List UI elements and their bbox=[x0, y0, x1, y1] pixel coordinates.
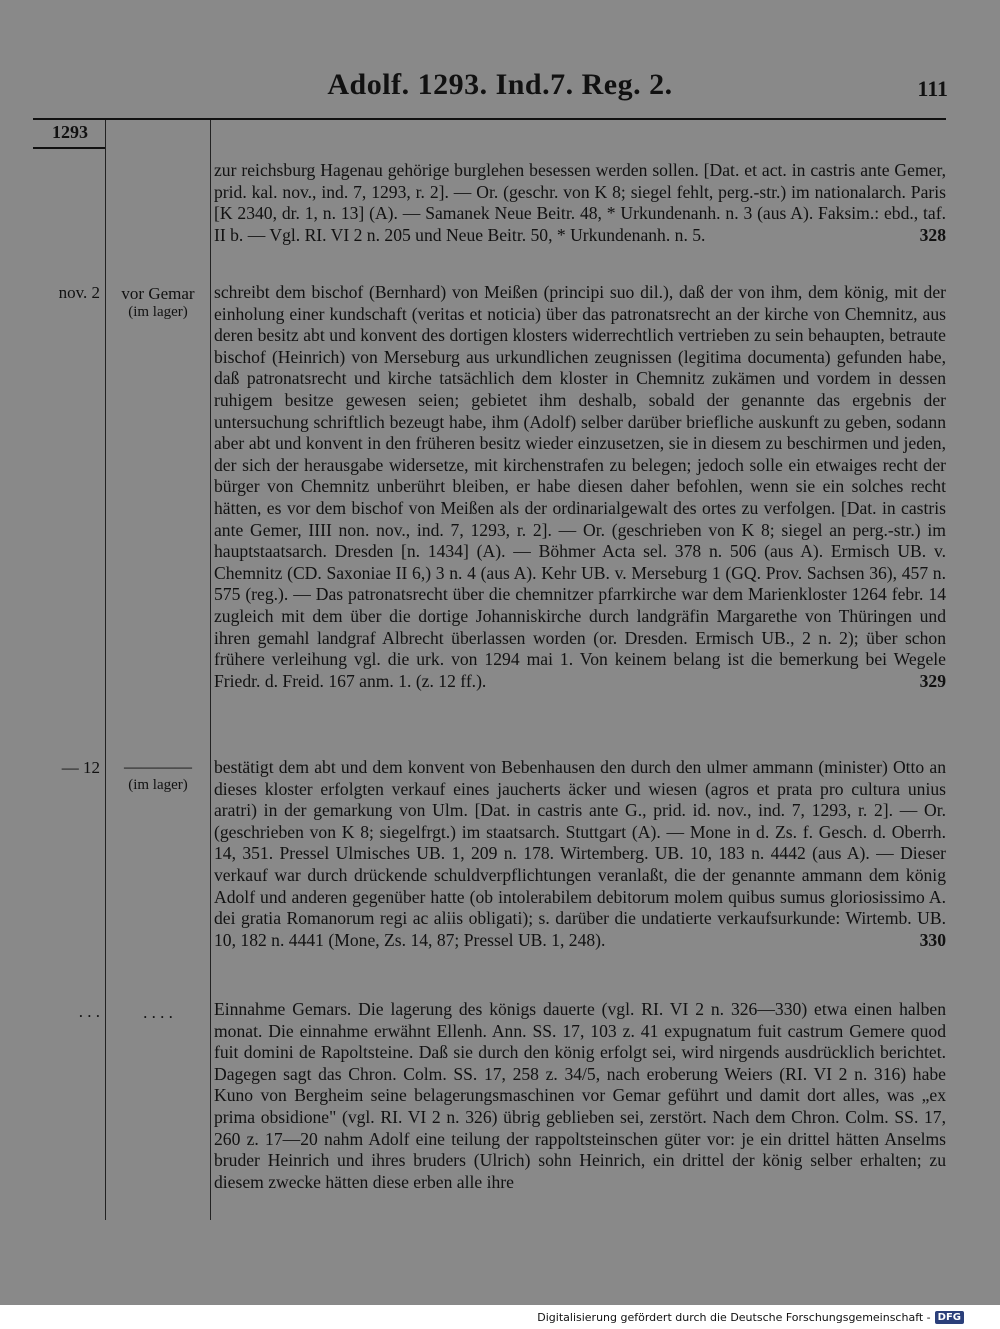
entry-date: . . . bbox=[78, 1002, 100, 1021]
entry-place bbox=[108, 285, 208, 322]
page-number: 111 bbox=[917, 76, 948, 101]
entry-place bbox=[108, 758, 208, 795]
footer-credit bbox=[537, 1311, 964, 1324]
entry-date: — 12 bbox=[61, 758, 100, 777]
column-divider-place bbox=[210, 120, 211, 1220]
dfg-logo: DFG bbox=[935, 1311, 964, 1324]
entry-text: schreibt dem bischof (Bernhard) von Meißen (principi suo dil.), daß der von ihm, dem könig, mit der einholung einer kundschaft (veritas et noticia) über das patronatsrecht an der kirche von Chemnitz, aus deren besitz abt und konvent des dortigen klosters widerrechtlich vertrieben zu sein behaupten, betraute bischof (Heinrich) von Merseburg aus urkundlichen zeugnissen (legitima documenta) gefunden habe, daß patronatsrecht und kirche tatsächlich dem kloster in Chemnitz zukämen und vordem in dessen ruhigem besitze gewesen seien; gebietet ihm deshalb, sobald der genannte das ergebnis der untersuchung schriftlich bezeugt habe, ihm (Adolf) selber darüber briefliche auskunft zu geben, sodann aber abt und konvent in den früheren besitz wieder einzusetzen, sie in diesem zu beschirmen und jeden, der sich der herausgabe widersetze, mit kirchenstrafen zu belegen; jedoch solle ein etwaiges recht der bürger von Chemnitz unberührt bleiben, er habe diesen daher befohlen, wenn sie ein solches recht hätten, es vor dem bischof von Meißen als der ordinarialgewalt des ortes zu verfolgen. [Dat. in castris ante Gemer, IIII non. nov., ind. 7, 1293, r. 2]. — Or. (geschrieben von K 8; siegel an perg.-str.) im hauptstaatsarch. Dresden [n. 1434] (A). — Böhmer Acta sel. 378 n. 506 (aus A). Ermisch UB. v. Chemnitz (CD. Saxoniae II 6,) 3 n. 4 (aus A). Kehr UB. v. Merseburg 1 (GQ. Prov. Sachsen 36), 457 n. 575 (reg.). — Das patronatsrecht über die chemnitzer pfarrkirche war dem Marienkloster 1264 febr. 14 zugleich mit dem über die dortige Johanniskirche durch landgräfin Margarethe von Thüringen und ihren gemahl landgraf Albrecht überlassen worden (or. Dresden. Ermisch UB., 2 n. 2); über schon frühere verleihung vgl. die urk. von 1294 mai 1. Von keinem belang ist die bemerkung bei Wegele Friedr. d. Freid. 167 anm. 1. (z. 12 ff.). bbox=[214, 282, 946, 691]
entry-number: 330 bbox=[919, 929, 946, 950]
place-dash: ———— bbox=[124, 757, 192, 776]
footer-text: Digitalisierung gefördert durch die Deutsche Forschungsgemeinschaft - bbox=[537, 1311, 931, 1324]
entry-329 bbox=[214, 282, 946, 692]
entry-number: 329 bbox=[919, 670, 946, 691]
entry-place bbox=[108, 1004, 208, 1021]
entry-date: nov. 2 bbox=[58, 283, 100, 302]
column-divider-date bbox=[105, 120, 106, 1220]
entry-328 bbox=[214, 160, 946, 246]
year-rule bbox=[33, 147, 105, 149]
entry-number: 328 bbox=[919, 224, 946, 245]
header-rule bbox=[33, 118, 946, 120]
entry-einnahme-gemars bbox=[214, 999, 946, 1193]
place-name: vor Gemar bbox=[121, 284, 195, 303]
place-note: (im lager) bbox=[128, 777, 188, 793]
entry-text: bestätigt dem abt und dem konvent von Bebenhausen den durch den ulmer ammann (minister) Otto an dieses kloster erfolgten verkauf eines jaucherts äcker und wiesen (agros et prata pro cultura unius aratri) in der gemarkung von Ulm. [Dat. in castris ante G., prid. id. nov., ind. 7, 1293, r. 2]. — Or. (geschrieben von K 8; siegelfrgt.) im staatsarch. Stuttgart (A). — Mone in d. Zs. f. Gesch. d. Oberrh. 14, 351. Pressel Ulmisches UB. 1, 209 n. 178. Wirtemberg. UB. 10, 183 n. 4442 (aus A). — Dieser verkauf war durch drückende schuldverpflichtungen veranlaßt, die der genannte ammann dem könig Adolf und anderen gegenüber hatte (ob intolerabilem debitorum molem quibus sumus gloriosissimo A. dei gratia Romanorum regi ac aliis obligati); s. darüber die undatierte verkaufsurkunde: Wirtemb. UB. 10, 182 n. 4441 (Mone, Zs. 14, 87; Pressel UB. 1, 248). bbox=[214, 757, 946, 950]
place-name: . . . . bbox=[143, 1003, 173, 1022]
year-label: 1293 bbox=[52, 122, 88, 142]
entry-text: Einnahme Gemars. Die lagerung des königs dauerte (vgl. RI. VI 2 n. 326—330) etwa einen halben monat. Die einnahme erwähnt Ellenh. Ann. SS. 17, 103 z. 41 expugnatum fuit castrum Gemere quod fuit domini de Rapoltsteine. Daß sie durch den könig erfolgt sei, wird nirgends ausdrücklich berichtet. Dagegen sagt das Chron. Colm. SS. 17, 258 z. 34/5, nach eroberung Weiers (RI. VI 2 n. 316) habe Kuno von Bergheim seine belagerungsmaschinen vor Gemar geführt und damit dort alles, was „ex prima obsidione" (vgl. RI. VI 2 n. 326) übrig geblieben sei, zerstört. Nach dem Chron. Colm. SS. 17, 260 z. 17—20 nahm Adolf eine teilung der rappoltsteinschen güter vor: je ein drittel hätten Anselms bruder Heinrich und ihres bruders (Ulrich) sohn Heinrich, ein drittel der könig selber erhalten; zu diesem zwecke hätten diese erben alle ihre bbox=[214, 999, 946, 1192]
entry-text: zur reichsburg Hagenau gehörige burglehen besessen werden sollen. [Dat. et act. in castris ante Gemer, prid. kal. nov., ind. 7, 1293, r. 2]. — Or. (geschr. von K 8; siegel fehlt, perg.-str.) im nationalarch. Paris [K 2340, dr. 1, n. 13] (A). — Samanek Neue Beitr. 48, * Urkundenanh. n. 3 (aus A). Faksim.: ebd., taf. II b. — Vgl. RI. VI 2 n. 205 und Neue Beitr. 50, * Urkundenanh. n. 5. bbox=[214, 160, 946, 245]
page-title: Adolf. 1293. Ind.7. Reg. 2. bbox=[327, 68, 673, 101]
place-note: (im lager) bbox=[128, 304, 188, 320]
entry-330 bbox=[214, 757, 946, 951]
